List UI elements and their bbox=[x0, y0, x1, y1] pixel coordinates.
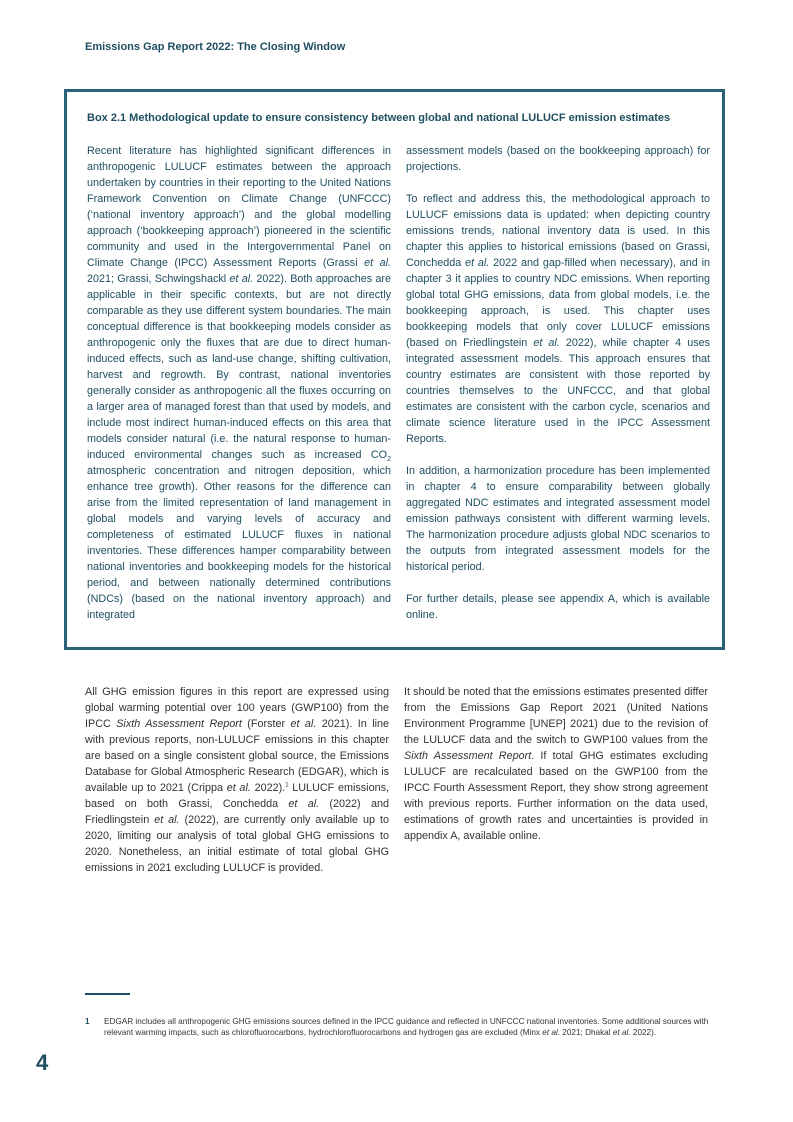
box-paragraph: In addition, a harmonization procedure has been implemented in chapter 4 to ensure comparability between globally aggregated NDC estimates and integrated assessment model emission pathways consistent with different warming levels. The harmonization procedure adjusts global NDC scenarios to the outputs from integrated assessment models for the historical period. bbox=[406, 465, 710, 573]
box-column-left bbox=[87, 143, 391, 623]
box-paragraph: assessment models (based on the bookkeeping approach) for projections. bbox=[406, 145, 710, 173]
body-paragraph: All GHG emission figures in this report are expressed using global warming potential over 100 years (GWP100) from the IPCC Sixth Assessment Report (Forster et al. 2021). In line with previous reports, non-LULUCF emissions in this chapter are based on a single consistent global source, the Emissions Database for Global Atmospheric Research (EDGAR), which is available up to 2021 (Crippa et al. 2022).$^1$ LULUCF emissions, based on both Grassi, Conchedda et al. (2022) and Friedlingstein et al. (2022), are currently only available up to 2020, limiting our analysis of total global GHG emissions to 2020. Nonetheless, an initial estimate of total global GHG emissions in 2021 excluding LULUCF is provided. bbox=[85, 686, 389, 874]
box-column-right bbox=[406, 143, 710, 623]
footnote-reference[interactable]: 1 bbox=[285, 782, 289, 789]
body-paragraph: It should be noted that the emissions estimates presented differ from the Emissions Gap Report 2021 (United Nations Environment Programme [UNEP] 2021) due to the revision of the LULUCF data and the switch to GWP100 values from the Sixth Assessment Report. If total GHG estimates excluding LULUCF are recalculated based on the GWP100 from the IPCC Fourth Assessment Report, they show strong agreement with previous reports. Further information on the data used, estimations of growth rates and uncertainties is provided in appendix A, available online. bbox=[404, 686, 708, 842]
body-column-right bbox=[404, 684, 708, 844]
box-paragraph: For further details, please see appendix A, which is available online. bbox=[406, 593, 710, 621]
box-paragraph: To reflect and address this, the methodological approach to LULUCF emissions data is updated: when depicting country emissions trends, national inventory data is used. In this chapter this applies to historical emissions (based on Grassi, Conchedda et al. 2022 and gap-filled when necessary), and in chapter 3 it applies to country NDC emissions. When reporting global total GHG emissions, data from global models, i.e. the bookkeeping approach, is used. This chapter uses bookkeeping models that only cover LULUCF emissions (based on Friedlingstein et al. 2022), while chapter 4 uses integrated assessment models. This approach ensures that country estimates are consistent with those reported by countries themselves to the UNFCCC, and that global estimates are consistent with the carbon cycle, scenarios and climate science literature used in the IPCC Assessment Reports. bbox=[406, 193, 711, 445]
methodology-box bbox=[64, 89, 725, 650]
page-number: 4 bbox=[36, 1050, 49, 1075]
box-title: Box 2.1 Methodological update to ensure consistency between global and national LULUCF emission estimates bbox=[87, 112, 671, 124]
box-paragraph: Recent literature has highlighted significant differences in anthropogenic LULUCF estimates between the approach undertaken by countries in their reporting to the United Nations Framework Convention on Climate Change (UNFCCC) (‘national inventory approach’) and the global modelling approach (‘bookkeeping approach’) pioneered in the scientific community and used in the Intergovernmental Panel on Climate Change (IPCC) Assessment Reports (Grassi et al. 2021; Grassi, Schwingshackl et al. 2022). Both approaches are applicable in their specific contexts, but are not directly comparable as they use different system boundaries. The main conceptual difference is that bookkeeping models consider as anthropogenic only the fluxes that are due to direct human-induced effects, such as land-use change, shifting cultivation, harvest and regrowth. By contrast, national inventories generally consider as anthropogenic all the fluxes occurring on a larger area of managed forest than that used by models, and include most indirect human-induced effects on this area that models consider natural (i.e. the natural response to human-induced environmental changes such as increased $CO_2$ atmospheric concentration and nitrogen deposition, which enhance tree growth). Other reasons for the difference can arise from the limited representation of land management in global models and varying levels of accuracy and completeness of estimated LULUCF fluxes in national inventories. These differences hamper comparability between national inventories and bookkeeping models for the historical period, and between nationally determined contributions (NDCs) (based on the national inventory approach) and integrated bbox=[87, 145, 391, 621]
footnote bbox=[85, 1016, 709, 1038]
running-header: Emissions Gap Report 2022: The Closing Window bbox=[85, 41, 346, 53]
footnote-text: EDGAR includes all anthropogenic GHG emissions sources defined in the IPCC guidance and reflected in UNFCCC national inventories. Some additional sources with relevant warming impacts, such as chlorofluorocarbons, hydrochlorofluorocarbons and hydrogen gas are excluded (Minx et al. 2021; Dhakal et al. 2022). bbox=[104, 1017, 709, 1037]
footnote-number: 1 bbox=[85, 1017, 90, 1026]
body-column-left bbox=[85, 684, 389, 876]
footnote-divider bbox=[85, 993, 130, 995]
